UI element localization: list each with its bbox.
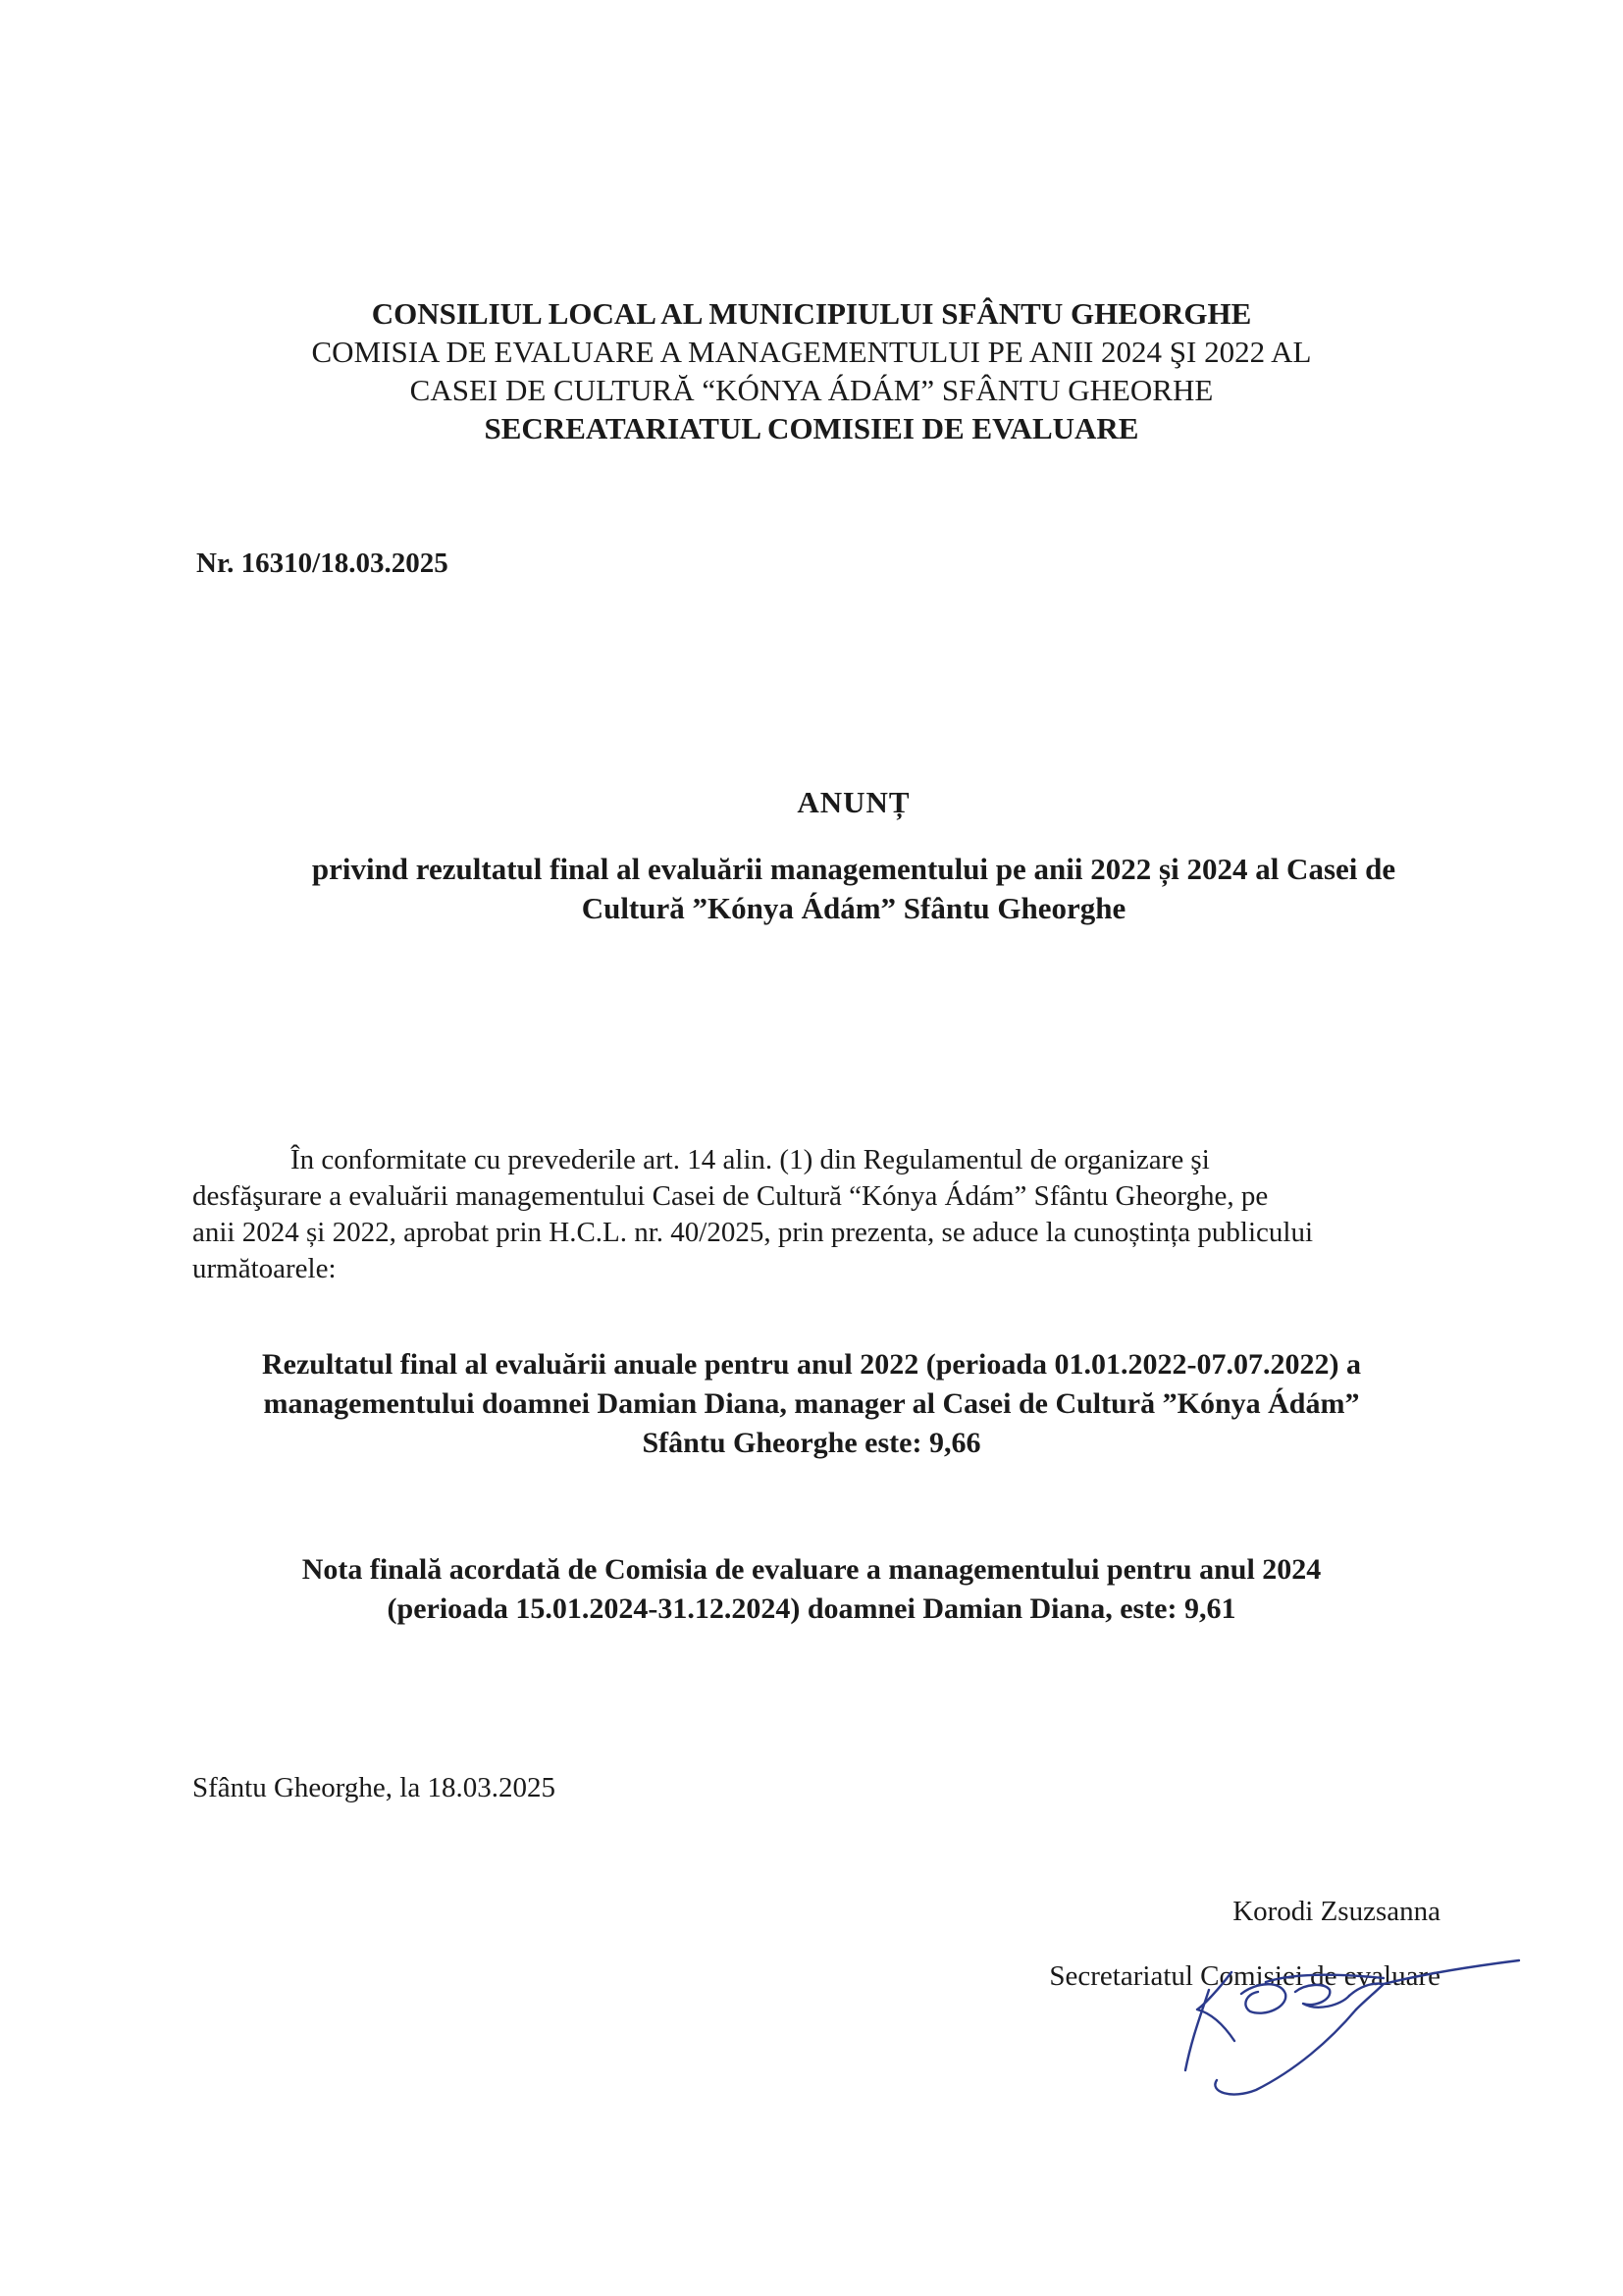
result-2024-line-2: (perioada 15.01.2024-31.12.2024) doamnei Damian Diana, este: 9,61 [387,1592,1236,1625]
document-header [0,294,1623,447]
result-2022-line-3: Sfântu Gheorghe este: 9,66 [642,1427,981,1459]
signer-name: Korodi Zsuzsanna [1232,1896,1440,1927]
handwritten-signature [1148,1933,1521,2100]
body-line-2: desfăşurare a evaluării managementului Casei de Cultură “Kónya Ádám” Sfântu Gheorghe, pe [192,1180,1269,1212]
result-2024 [192,1550,1431,1629]
announcement-subtitle [285,850,1423,928]
signer-role: Secretariatul Comisiei de evaluare [1049,1960,1440,1992]
result-2022-line-1: Rezultatul final al evaluării anuale pentru anul 2022 (perioada 01.01.2022-07.07.2022) a [261,1348,1362,1381]
result-2022 [192,1345,1431,1463]
announcement-title: ANUNȚ [797,785,911,819]
body-line-1: În conformitate cu prevederile art. 14 alin. (1) din Regulamentul de organizare şi [290,1144,1210,1175]
registration-number: Nr. 16310/18.03.2025 [196,548,448,579]
result-2022-line-2: managementului doamnei Damian Diana, manager al Casei de Cultură ”Kónya Ádám” [263,1387,1360,1420]
header-secretariat: SECREATARIATUL COMISIEI DE EVALUARE [484,411,1139,445]
result-2024-line-1: Nota finală acordată de Comisia de evaluare a managementului pentru anul 2024 [301,1553,1322,1586]
body-paragraph [192,1142,1431,1287]
header-commission-line-2: CASEI DE CULTURĂ “KÓNYA ÁDÁM” SFÂNTU GHEORHE [409,373,1214,407]
announcement-heading [285,785,1423,928]
header-commission-line-1: COMISIA DE EVALUARE A MANAGEMENTULUI PE ANII 2024 ŞI 2022 AL [311,335,1312,369]
header-council-name: CONSILIUL LOCAL AL MUNICIPIULUI SFÂNTU GHEORGHE [371,296,1252,331]
place-and-date: Sfântu Gheorghe, la 18.03.2025 [192,1772,555,1803]
body-line-4: următoarele: [192,1253,337,1284]
announcement-subtitle-line-2: Cultură ”Kónya Ádám” Sfântu Gheorghe [581,891,1126,925]
announcement-subtitle-line-1: privind rezultatul final al evaluării managementului pe anii 2022 și 2024 al Casei de [311,852,1396,886]
body-line-3: anii 2024 și 2022, aprobat prin H.C.L. nr. 40/2025, prin prezenta, se aduce la cunoștința publicului [192,1217,1314,1248]
